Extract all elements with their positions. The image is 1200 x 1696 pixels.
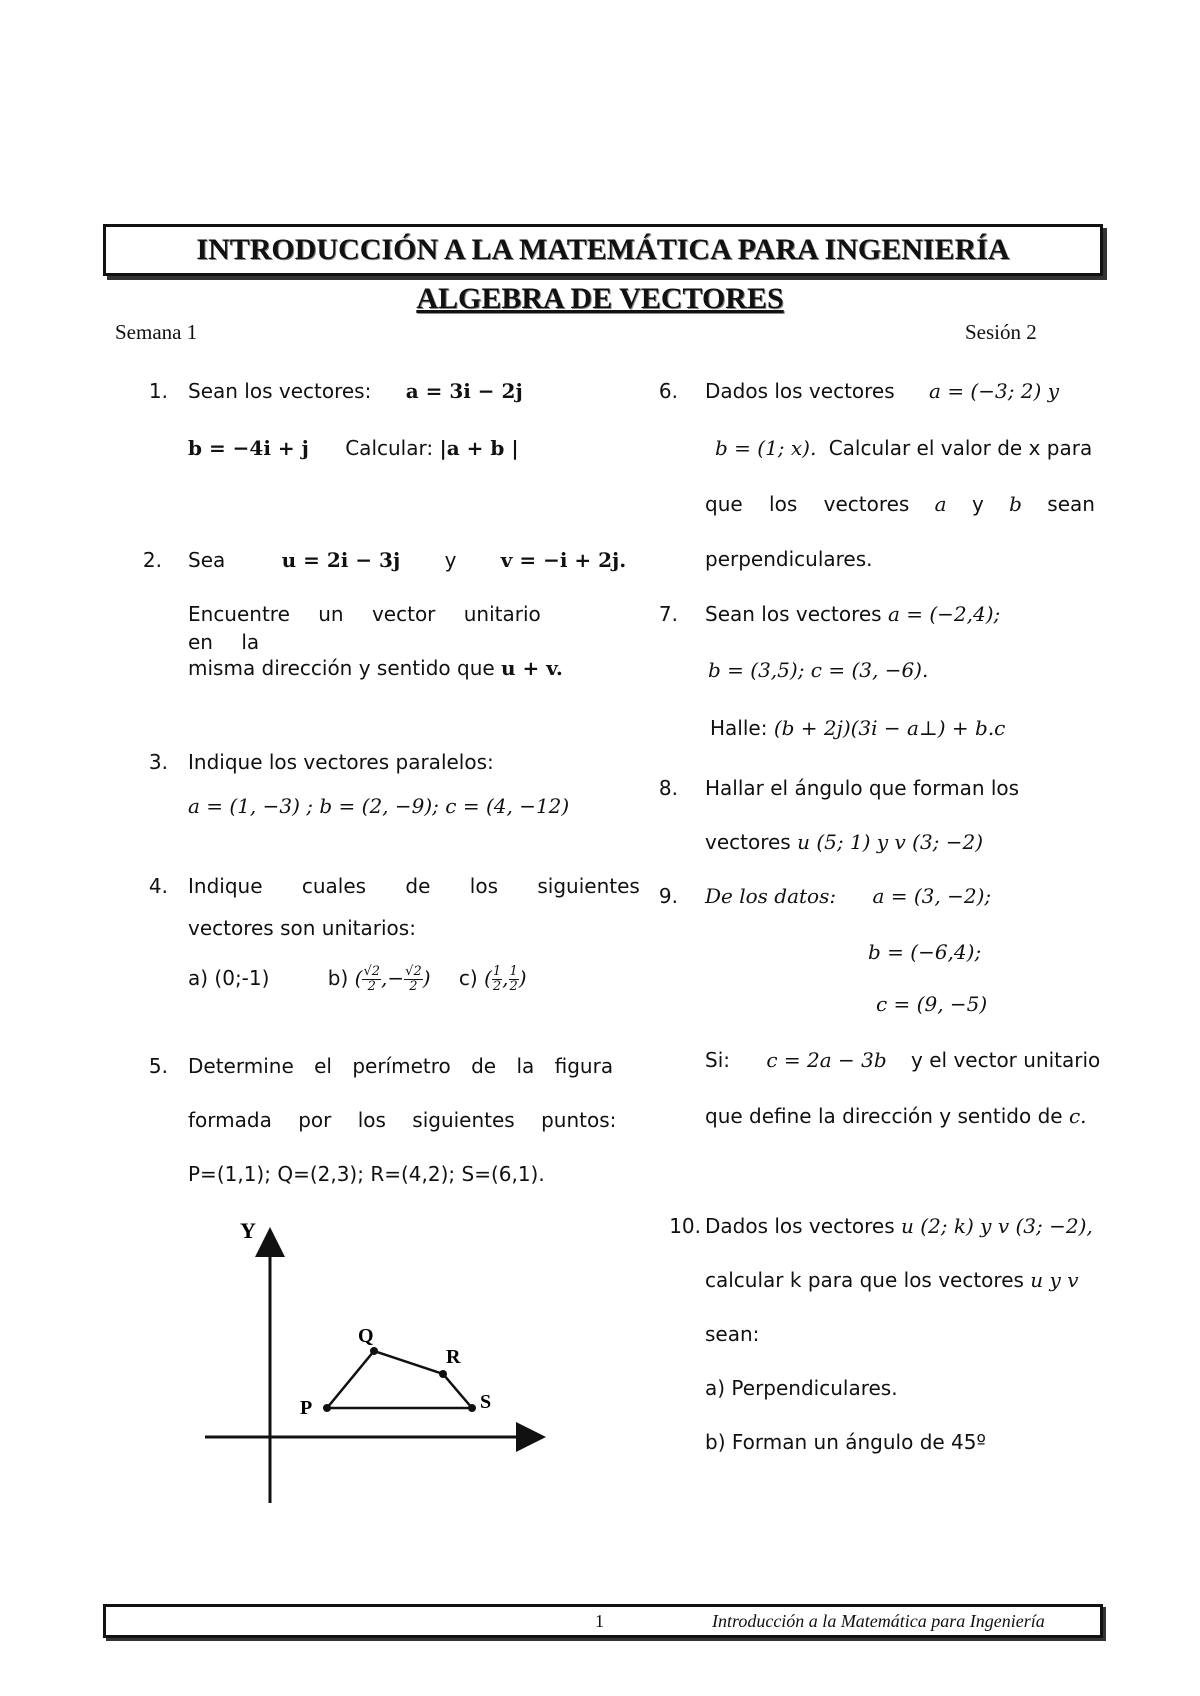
problem-2-number: 2. — [142, 548, 162, 572]
label-r: R — [446, 1346, 461, 1368]
footer-text: Introducción a la Matemática para Ingeniería — [712, 1611, 1045, 1631]
problem-9-vector-c-end: c. — [1068, 1104, 1087, 1128]
problem-6-vector-b: b = (1; x). — [715, 436, 817, 460]
point-r — [439, 1370, 447, 1378]
problem-10-text-2: calcular k para que los vectores — [705, 1268, 1024, 1292]
problem-6-line-3 — [705, 490, 1095, 518]
problem-10-line-1 — [705, 1212, 1093, 1240]
problem-6-vector-a: a = (−3; 2) y — [929, 379, 1059, 403]
problem-8-number: 8. — [658, 776, 678, 800]
problem-2-word: Sea — [188, 548, 226, 572]
problem-1-number: 1. — [148, 379, 168, 403]
problem-2-vector-u: u = 2i − 3j — [281, 548, 401, 572]
problem-7-line-1 — [705, 600, 1000, 628]
problem-7-vector-a: a = (−2,4); — [887, 602, 1001, 626]
problem-9-number: 9. — [658, 884, 678, 908]
problem-9-vector-b: b = (−6,4); — [868, 940, 982, 964]
problem-5-text-2: formada por los siguientes puntos: — [188, 1108, 617, 1132]
problem-2-vector-v: v = −i + 2j. — [500, 548, 627, 572]
point-q — [370, 1347, 378, 1355]
problem-10-text-3: sean: — [705, 1322, 760, 1346]
problem-2-line-1 — [188, 546, 626, 574]
problem-8-text-1: Hallar el ángulo que forman los — [705, 776, 1020, 800]
problem-8-text-2: vectores — [705, 830, 791, 854]
problem-6-text-4: perpendiculares. — [705, 547, 873, 571]
problem-1-calc-label: Calcular: — [345, 436, 434, 460]
problem-6-text: Dados los vectores — [705, 379, 895, 403]
problem-7-number: 7. — [658, 602, 678, 626]
problem-6-vec-a: a — [934, 492, 947, 516]
problem-4-option-a: a) (0;-1) — [188, 966, 270, 990]
problem-10-text-1: Dados los vectores — [705, 1214, 895, 1238]
y-axis-label: Y — [240, 1218, 256, 1243]
problem-3-vectors: a = (1, −3) ; b = (2, −9); c = (4, −12) — [188, 794, 570, 818]
problem-4-text-2: vectores son unitarios: — [188, 916, 416, 940]
problem-9-line-5 — [705, 1102, 1087, 1130]
problem-6-text-2: Calcular el valor de x para — [828, 436, 1093, 460]
label-q: Q — [358, 1325, 374, 1347]
problem-6-text-3a: que los vectores — [705, 492, 910, 516]
problem-3-text: Indique los vectores paralelos: — [188, 750, 494, 774]
document-title: INTRODUCCIÓN A LA MATEMÁTICA PARA INGENIERÍA — [196, 233, 1010, 266]
problem-10-vectors: u (2; k) y v (3; −2), — [901, 1214, 1093, 1238]
problem-10-option-a: a) Perpendiculares. — [705, 1376, 898, 1400]
problem-4-text-1: Indique cuales de los siguientes — [188, 874, 640, 898]
label-p: P — [300, 1397, 313, 1419]
point-s — [468, 1404, 476, 1412]
problem-9-text-2: que define la dirección y sentido de — [705, 1104, 1063, 1128]
quadrilateral-figure — [190, 1205, 550, 1505]
session-label: Sesión 2 — [965, 320, 1037, 344]
problem-9-si: Si: — [705, 1048, 730, 1072]
problem-4-options — [188, 964, 527, 994]
problem-7-vectors-bc: b = (3,5); c = (3, −6). — [708, 658, 929, 682]
problem-2-sum: u + v. — [501, 656, 563, 680]
problem-9-line-1 — [705, 882, 991, 910]
problem-6-number: 6. — [658, 379, 678, 403]
problem-6-line-1 — [705, 377, 1059, 405]
problem-4-option-b-label: b) — [327, 966, 349, 990]
problem-6-text-3b: y — [971, 492, 984, 516]
problem-8-vectors: u (5; 1) y v (3; −2) — [797, 830, 984, 854]
problem-1-text: Sean los vectores: — [188, 379, 372, 403]
problem-6-line-2 — [715, 434, 1092, 462]
page-number: 1 — [595, 1611, 604, 1631]
problem-9-vector-c: c = (9, −5) — [876, 992, 988, 1016]
problem-9-label: De los datos: — [705, 884, 837, 908]
problem-9-text-1: y el vector unitario — [911, 1048, 1101, 1072]
problem-10-option-b: b) Forman un ángulo de 45º — [705, 1430, 986, 1454]
problem-6-vec-b: b — [1009, 492, 1022, 516]
problem-9-line-4 — [705, 1046, 1100, 1074]
problem-7-halle: Halle: — [710, 716, 768, 740]
title-box — [103, 224, 1103, 276]
document-subtitle: ALGEBRA DE VECTORES — [416, 282, 784, 315]
problem-1-line-2 — [188, 434, 519, 462]
problem-5-text-1: Determine el perímetro de la figura — [188, 1054, 614, 1078]
problem-2-text: Encuentre un vector unitario en la — [188, 602, 541, 654]
problem-6-text-3c: sean — [1047, 492, 1095, 516]
problem-7-text: Sean los vectores — [705, 602, 882, 626]
problem-9-relation: c = 2a − 3b — [766, 1048, 887, 1072]
label-s: S — [480, 1391, 492, 1413]
problem-7-expression: (b + 2j)(3i − a⊥) + b.c — [773, 716, 1006, 740]
problem-4-option-c-label: c) — [458, 966, 478, 990]
problem-3-number: 3. — [148, 750, 168, 774]
point-p — [323, 1404, 331, 1412]
problem-1-expression: |a + b | — [439, 436, 519, 460]
problem-2-text-2: misma dirección y sentido que — [188, 656, 495, 680]
problem-10-number: 10. — [669, 1214, 701, 1238]
problem-2-line-3 — [188, 654, 563, 682]
problem-7-line-3 — [710, 714, 1005, 742]
problem-4-option-c-value: ( $\frac{1}{2}$ , $\frac{1}{2}$ ) — [484, 964, 527, 994]
problem-4-number: 4. — [148, 874, 168, 898]
problem-10-vectors-2: u y v — [1030, 1268, 1079, 1292]
problem-10-line-2 — [705, 1266, 1079, 1294]
problem-9-vector-a: a = (3, −2); — [872, 884, 992, 908]
problem-1-vector-a: a = 3i − 2j — [405, 379, 523, 403]
problem-2-line-2 — [188, 600, 578, 656]
week-label: Semana 1 — [115, 320, 198, 344]
problem-1-line-1 — [188, 377, 523, 405]
problem-8-line-2 — [705, 828, 983, 856]
problem-1-vector-b: b = −4i + j — [188, 436, 309, 460]
problem-2-and: y — [444, 548, 457, 572]
problem-5-number: 5. — [148, 1054, 168, 1078]
problem-4-option-b-value: ( $\frac{√2}{2}$ ,− $\frac{√2}{2}$ ) — [354, 964, 431, 994]
problem-5-text-3: P=(1,1); Q=(2,3); R=(4,2); S=(6,1). — [188, 1162, 545, 1186]
